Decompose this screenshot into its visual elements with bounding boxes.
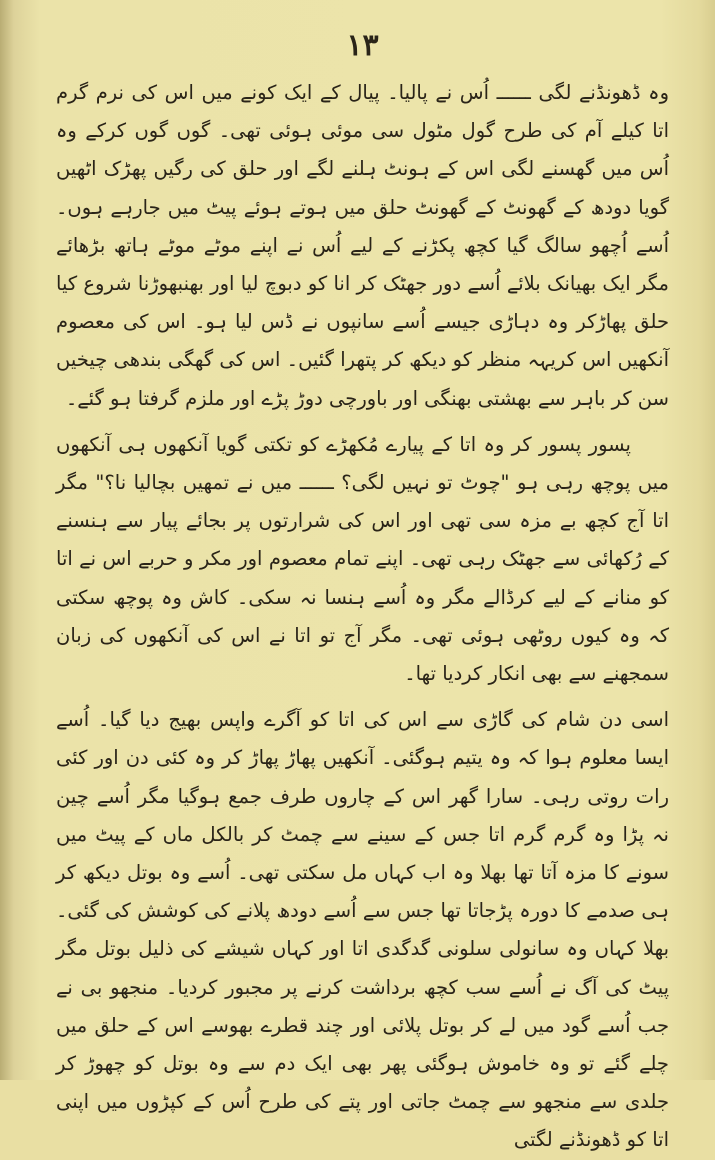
paragraph-2: پسور پسور کر وہ اتا کے پیارے مُکھڑے کو تکتی گویا آنکھوں ہی آنکھوں میں پوچھ رہی ہو "چوٹ تو نہیں لگی؟ ــــــ میں نے تمھیں بچالیا نا؟" مگر اتا آج کچھ بے مزہ سی تھی اور اس کی شرارتوں پر بجائے پیار سے ہنسنے کے رُکھائی سے جھٹک رہی تھی۔ اپنے تمام معصوم اور مکر و حربے اس نے اتا کو منانے کے لیے کرڈالے مگر وہ اُسے ہنسا نہ سکی۔ کاش وہ پوچھ سکتی کہ وہ کیوں روٹھی ہوئی تھی۔ مگر آج تو اتا نے اس کی آنکھوں کی زبان سمجھنے سے بھی انکار کردیا تھا۔ [56,432,669,686]
paragraph-1: وہ ڈھونڈنے لگی ــــــ اُس نے پالیا۔ پیال کے ایک کونے میں اس کی نرم گرم اتا کیلے آم کی طرح گول مٹول سی موئی ہوئی تھی۔ گوں گوں کرکے وہ اُس میں گھسنے لگی اس کے ہونٹ ہلنے لگے اور حلق کی رگیں پھڑک اٹھیں گویا دودھ کے گھونٹ کے گھونٹ حلق میں ہوتے ہوئے پیٹ میں جارہے ہوں۔ اُسے اُچھو سالگ گیا کچھ پکڑنے کے لیے اُس نے اپنے موٹے موٹے ہاتھ بڑھائے مگر ایک بھیانک بلائے اُسے دور جھٹک کر انا کو دبوچ لیا اور بھنبھوڑنا شروع کیا حلق پھاڑکر وہ دہاڑی جیسے اُسے سانپوں نے ڈس لیا ہو۔ اس کی معصوم آنکھیں اس کریہہ منظر کو دیکھ کر پتھرا گئیں۔ اس کی گھگی بندھی چیخیں سن کر باہر سے بھشتی بھنگی اور باورچی دوڑ پڑے اور ملزم گرفتا ہو گئے۔ [56,81,669,410]
page-number: ۱۳ [346,28,379,63]
paragraph-3: اسی دن شام کی گاڑی سے اس کی اتا کو آگرے واپس بھیج دیا گیا۔ اُسے ایسا معلوم ہوا کہ وہ یتیم ہوگئی۔ آنکھیں پھاڑ پھاڑ کر وہ کئی دن اور کئی رات روتی رہی۔ سارا گھر اس کے چاروں طرف جمع ہوگیا مگر اُسے چین نہ پڑا وہ گرم گرم اتا جس کے سینے سے چمٹ کر بالکل ماں کے پیٹ میں سونے کا مزہ آتا تھا بھلا وہ اب کہاں مل سکتی تھی۔ اُسے وہ بوتل دیکھ کر ہی صدمے کا دورہ پڑجاتا تھا جس سے اُسے دودھ پلانے کی کوشش کی گئی۔ بھلا کہاں وہ سانولی سلونی گدگدی اتا اور کہاں شیشے کی ذلیل بوتل مگر پیٹ کی آگ نے اُسے سب کچھ برداشت کرنے پر مجبور کردیا۔ منجھو بی نے جب اُسے گود میں لے کر بوتل پلائی اور چند قطرے بھوسے اس کے حلق میں چلے گئے تو وہ خاموش ہوگئی پھر بھی ایک دم سے وہ بوتل کو چھوڑ کر جلدی سے منجھو سے چمٹ جاتی اور پتے کی طرح اُس کے کپڑوں میں اپنی اتا کو ڈھونڈنے لگتی [56,708,669,1152]
